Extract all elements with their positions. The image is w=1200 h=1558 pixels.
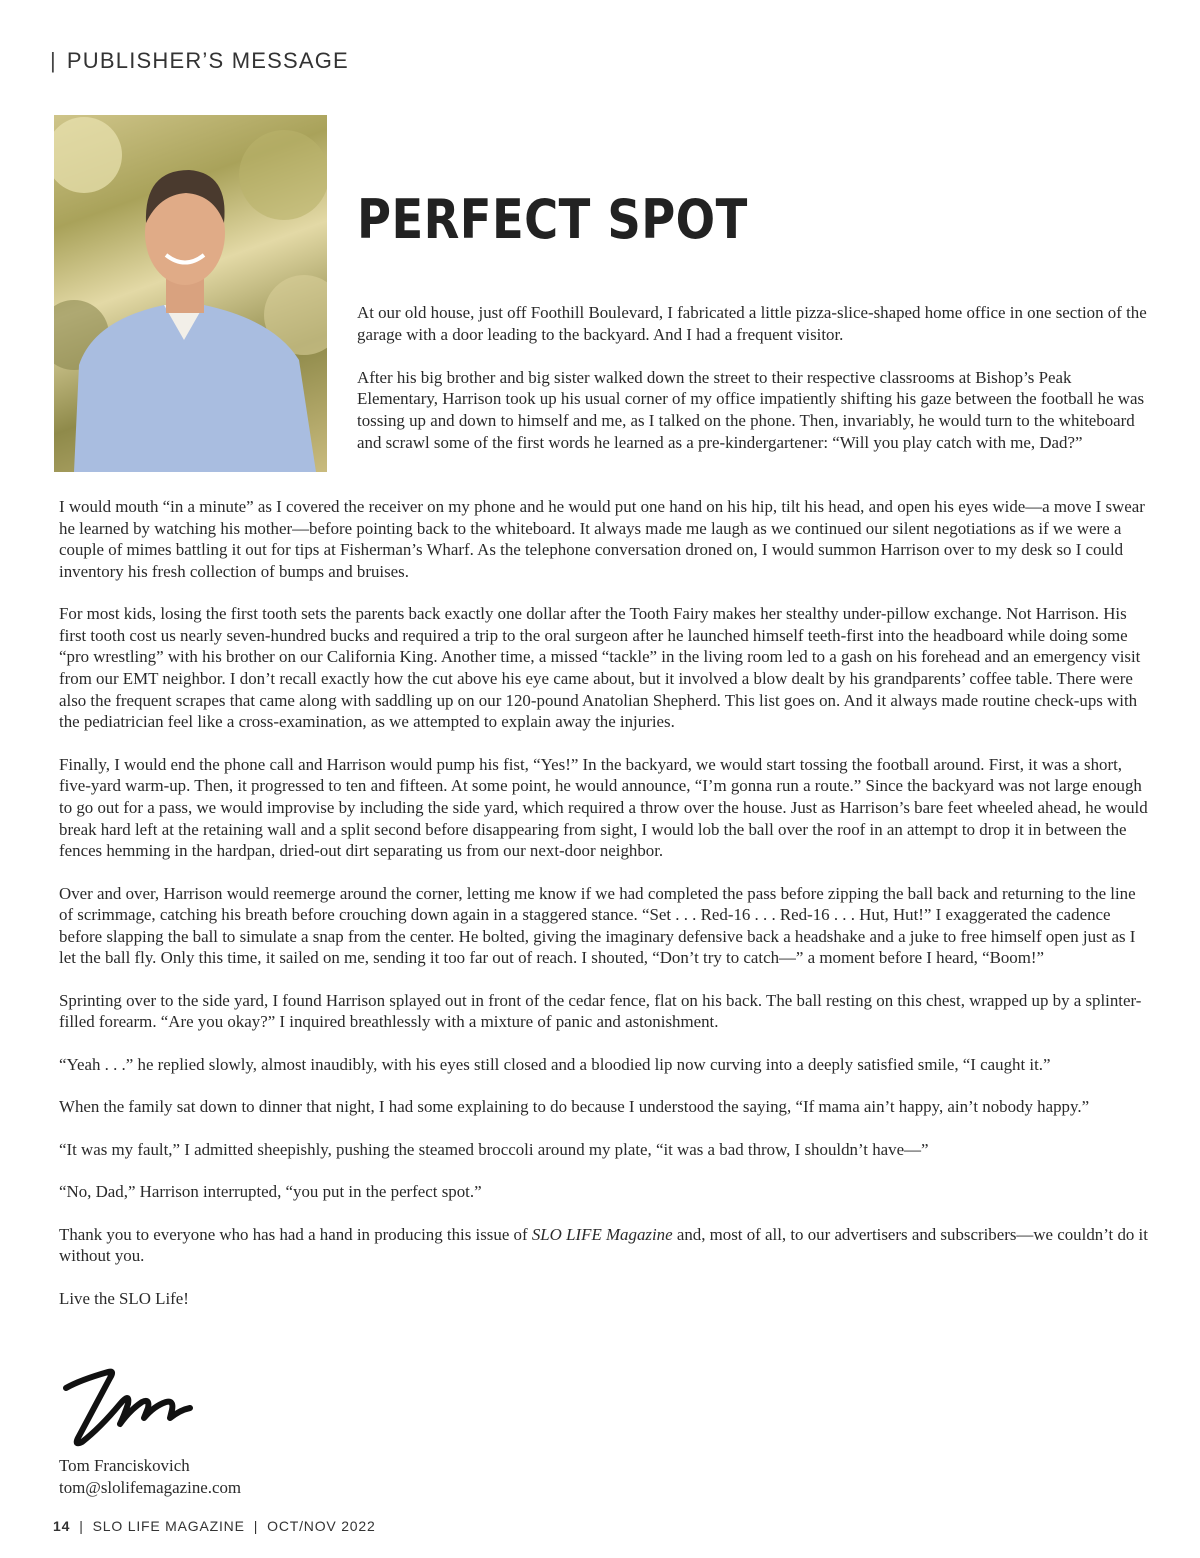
author-portrait-image bbox=[54, 115, 327, 472]
paragraph: Finally, I would end the phone call and Harrison would pump his fist, “Yes!” In the backyard, we would start tossing the football around. First, it was a short, five-yard warm-up. Then, it progressed to ten and fifteen. At some point, he would announce, “I’m gonna run a route.” Since the backyard was not large enough to go out for a pass, we would improvise by including the side yard, which required a throw over the house. Just as Harrison’s bare feet wheeled ahead, he would break hard left at the retaining wall and a split second before disappearing from sight, I would lob the ball over the roof in an attempt to drop it in between the fences hemming in the hardpan, dried-out dirt separating us from our next-door neighbor. bbox=[59, 754, 1148, 861]
paragraph: “Yeah . . .” he replied slowly, almost inaudibly, with his eyes still closed and a bloodied lip now curving into a deeply satisfied smile, “I caught it.” bbox=[59, 1054, 1051, 1074]
section-label bbox=[50, 48, 349, 74]
thanks-text-start: Thank you to everyone who has had a hand in producing this issue of bbox=[59, 1224, 532, 1244]
article-intro bbox=[357, 302, 1152, 475]
footer-magazine: SLO LIFE MAGAZINE bbox=[92, 1518, 245, 1534]
article-title: PERFECT SPOT bbox=[357, 188, 748, 251]
thanks-text-end: and, most of all, to our advertisers and subscribers—we couldn’t do it without you. bbox=[59, 1224, 1148, 1266]
footer-divider: | bbox=[79, 1518, 84, 1534]
paragraph: Sprinting over to the side yard, I found Harrison splayed out in front of the cedar fence, flat on his back. The ball resting on this chest, wrapped up by a splinter-filled forearm. “Are you okay?” I inquired breathlessly with a mixture of panic and astonishment. bbox=[59, 990, 1142, 1032]
paragraph: “It was my fault,” I admitted sheepishly, pushing the steamed broccoli around my plate, “it was a bad throw, I shouldn’t have—” bbox=[59, 1139, 929, 1159]
author-signoff bbox=[59, 1455, 241, 1498]
footer-divider: | bbox=[253, 1518, 259, 1534]
page-footer bbox=[53, 1518, 376, 1534]
author-photo bbox=[54, 115, 327, 472]
footer-issue: OCT/NOV 2022 bbox=[267, 1518, 376, 1534]
magazine-title: SLO LIFE Magazine bbox=[531, 1224, 673, 1244]
paragraph: When the family sat down to dinner that night, I had some explaining to do because I understood the saying, “If mama ain’t happy, ain’t nobody happy.” bbox=[59, 1097, 1090, 1117]
section-title: PUBLISHER’S MESSAGE bbox=[66, 48, 349, 73]
article-body bbox=[59, 496, 1149, 1330]
author-name: Tom Franciskovich bbox=[59, 1456, 190, 1475]
paragraph: “No, Dad,” Harrison interrupted, “you put in the perfect spot.” bbox=[59, 1182, 482, 1202]
page-number: 14 bbox=[53, 1518, 71, 1534]
paragraph: After his big brother and big sister walked down the street to their respective classrooms at Bishop’s Peak Elementary, Harrison took up his usual corner of my office impatiently shifting his gaze between the football he was tossing up and down to himself and me, as I talked on the phone. Then, invariably, he would turn to the whiteboard and scrawl some of the first words he learned as a pre-kindergartener: “Will you play catch with me, Dad?” bbox=[357, 367, 1145, 452]
paragraph: At our old house, just off Foothill Boulevard, I fabricated a little pizza-slice-shaped home office in one section of the garage with a door leading to the backyard. And I had a frequent visitor. bbox=[357, 303, 1147, 344]
author-email[interactable]: tom@slolifemagazine.com bbox=[59, 1477, 242, 1497]
signature-image bbox=[60, 1358, 200, 1450]
paragraph: For most kids, losing the first tooth sets the parents back exactly one dollar after the Tooth Fairy makes her stealthy under-pillow exchange. Not Harrison. His first tooth cost us nearly seven-hundred bucks and required a trip to the oral surgeon after he launched himself teeth-first into the headboard while doing some “pro wrestling” with his brother on our California King. Another time, a missed “tackle” in the living room led to a gash on his forehead and an emergency visit from our EMT neighbor. I don’t recall exactly how the cut above his eye came about, but it involved a blow dealt by his grandparents’ coffee table. There were also the frequent scrapes that came along with saddling up on our 120-pound Anatolian Shepherd. This list goes on. And it always made routine check-ups with the pediatrician feel like a cross-examination, as we attempted to explain away the injuries. bbox=[59, 604, 1141, 732]
paragraph: Over and over, Harrison would reemerge around the corner, letting me know if we had completed the pass before zipping the ball back and returning to the line of scrimmage, catching his breath before crouching down again in a staggered stance. “Set . . . Red-16 . . . Red-16 . . . Hut, Hut!” I exaggerated the cadence before slapping the ball to simulate a snap from the center. He bolted, giving the imaginary defensive back a headshake and a juke to free himself open just as I let the ball fly. Only this time, it sailed on me, sending it too far out of reach. I shouted, “Don’t try to catch—” a moment before I heard, “Boom!” bbox=[59, 883, 1136, 968]
paragraph: I would mouth “in a minute” as I covered the receiver on my phone and he would put one hand on his hip, tilt his head, and open his eyes wide—a move I swear he learned by watching his mother—before pointing back to the whiteboard. It always made me laugh as we continued our silent negotiations as if we were a couple of mimes battling it out for tips at Fisherman’s Wharf. As the telephone conversation droned on, I would summon Harrison over to my desk so I could inventory his fresh collection of bumps and bruises. bbox=[59, 497, 1145, 581]
closing-line: Live the SLO Life! bbox=[59, 1288, 189, 1308]
thanks-paragraph bbox=[59, 1224, 1149, 1267]
section-divider: | bbox=[50, 48, 57, 73]
